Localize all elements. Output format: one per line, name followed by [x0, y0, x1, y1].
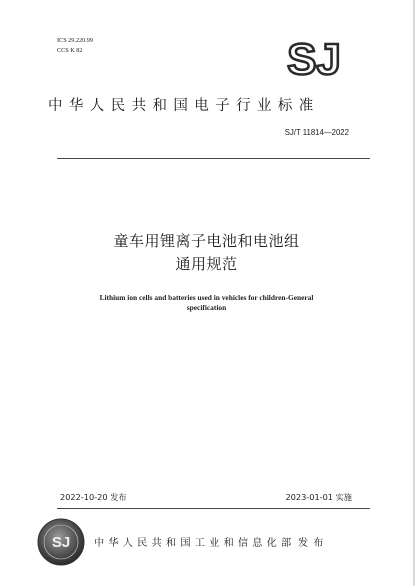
- sj-logo: [282, 38, 346, 80]
- ics-number: ICS 29.220.99: [57, 37, 93, 44]
- publish-label: 发布: [298, 538, 329, 549]
- title-en-line1: Lithium ion cells and batteries used in vehicles for children-General: [99, 293, 314, 302]
- issue-date: 2022-10-20 发布: [60, 492, 127, 502]
- seal-text: SJ: [51, 534, 71, 551]
- header-divider: [57, 158, 370, 159]
- implement-date: 2023-01-01 实施: [285, 492, 352, 502]
- publisher-name: 中华人民共和国工业和信息化部: [94, 538, 296, 549]
- seal-logo: [36, 517, 86, 567]
- title-cn-line2: 通用规范: [175, 255, 238, 273]
- title-cn-line1: 童车用锂离子电池和电池组: [113, 232, 300, 250]
- title-en-line2: specification: [186, 303, 227, 312]
- sj-logo-text: SJ: [287, 38, 341, 80]
- ccs-number: CCS K 82: [57, 47, 83, 54]
- footer-divider: [57, 508, 370, 509]
- standard-code: SJ/T 11814—2022: [284, 128, 349, 137]
- agency-title: 中华人民共和国电子行业标准: [48, 98, 320, 114]
